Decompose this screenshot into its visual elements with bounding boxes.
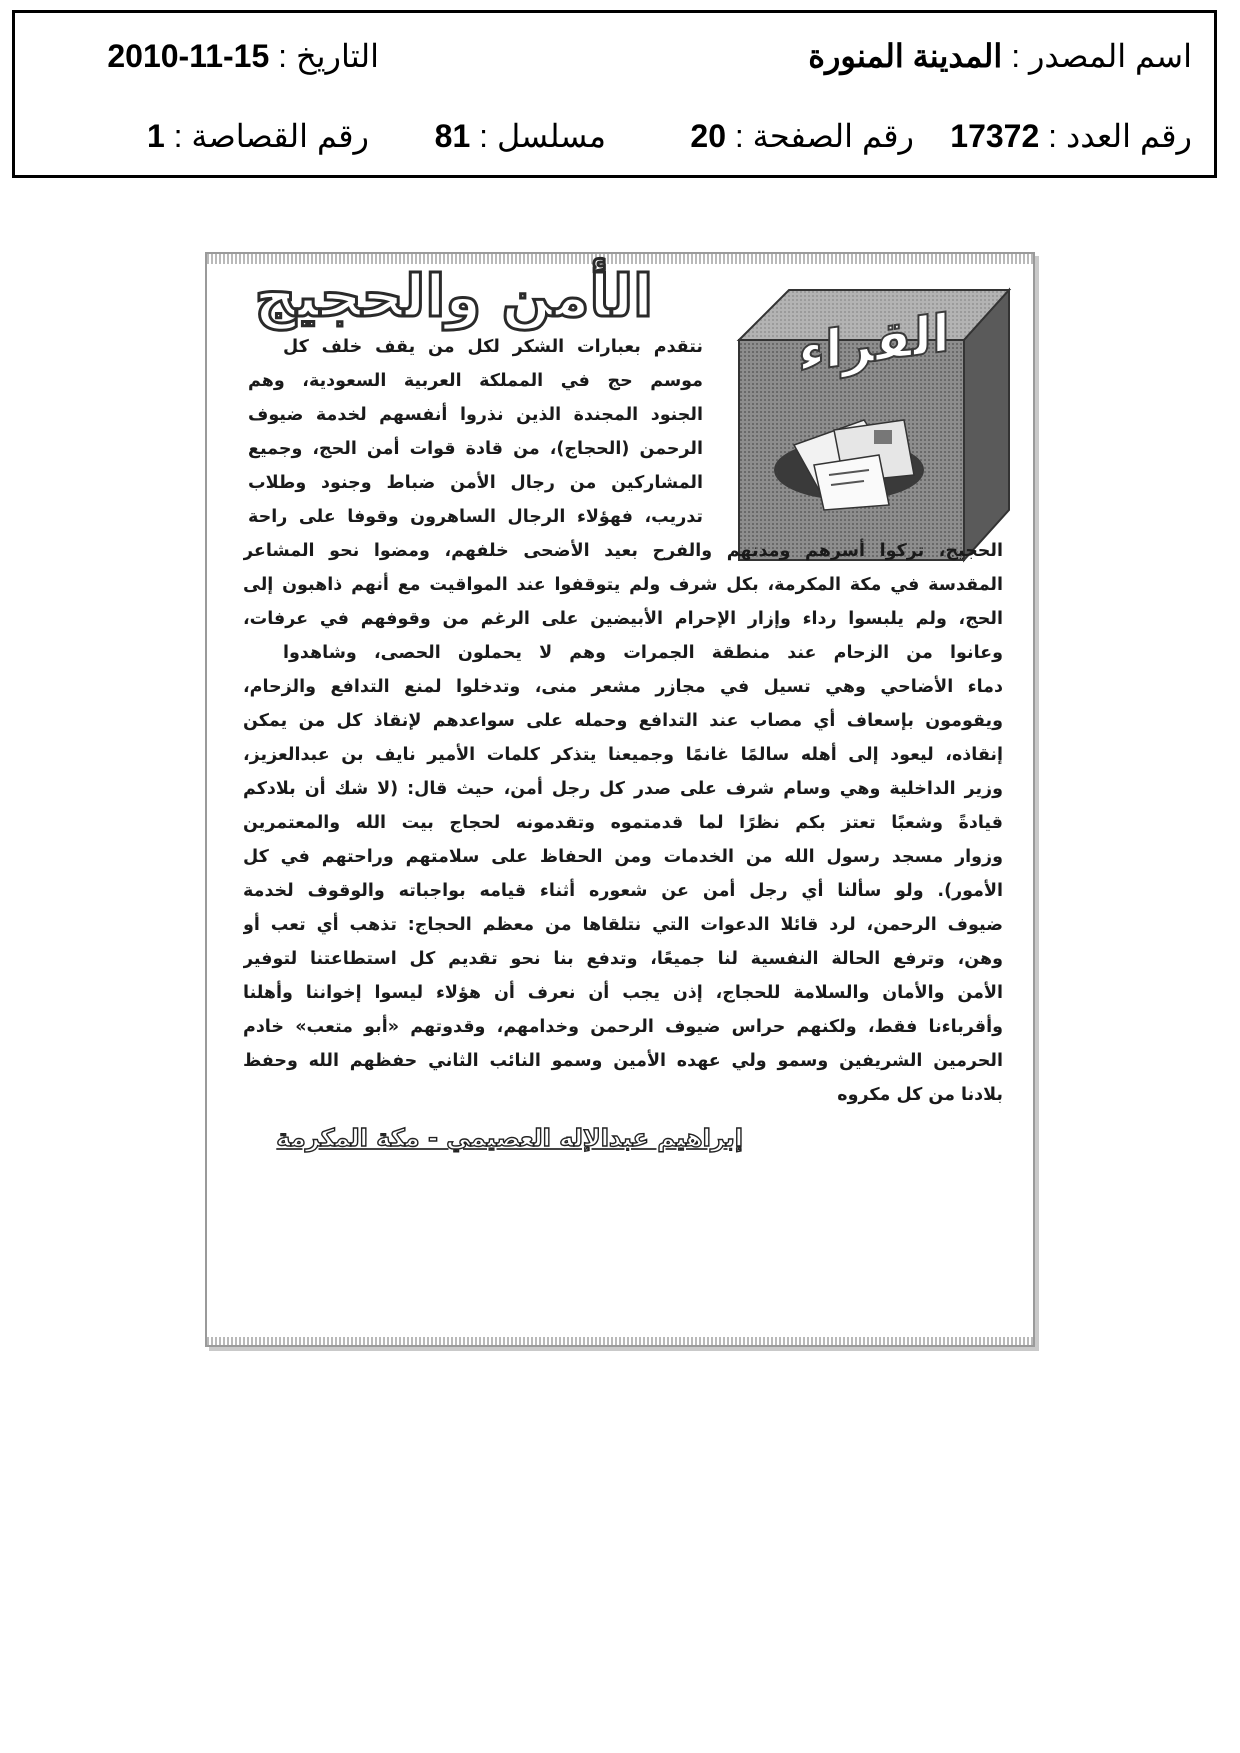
page-field [690,117,914,155]
source-value: المدينة المنورة [808,38,1003,74]
article-line: المقدسة في مكة المكرمة، بكل شرف ولم يتوقفوا عند المواقيت مع أنهم ذاهبون إلى [243,575,1003,595]
readers-section-logo [719,270,1019,570]
article-line: دماء الأضاحي وهي تسيل في مجازر مشعر منى، وتدخلوا لمنع التدافع والزحام، [243,677,1003,697]
article-line: نتقدم بعبارات الشكر لكل من يقف خلف كل [283,337,703,357]
article-line: الحجيج، تركوا أسرهم ومدنهم والفرح بعيد الأضحى خلفهم، ومضوا نحو المشاعر [243,541,1003,561]
article-line: وزوار مسجد رسول الله من الخدمات ومن الحفاظ على سلامتهم وراحتهم في كل [243,847,1003,867]
article-line: الحرمين الشريفين وسمو ولي عهده الأمين وسمو النائب الثاني حفظهم الله وحفظ [243,1051,1003,1071]
source-field [808,37,1192,75]
source-label: اسم المصدر : [1011,38,1192,74]
article-line: وزير الداخلية وهي وسام شرف على صدر كل رجل أمن، حيث قال: (لا شك أن بلادكم [243,779,1003,799]
article-line: المشاركين من رجال الأمن ضباط وجنود وطلاب [248,473,703,493]
article-line: الجنود المجندة الذين نذروا أنفسهم لخدمة ضيوف [248,405,703,425]
article-line: الحج، ولم يلبسوا رداء وإزار الإحرام الأبيضين على الرغم من وقوفهم في عرفات، [243,609,1003,629]
author-signature: إبراهيم عبدالإله العصيمي - مكة المكرمة [276,1124,743,1152]
article-line: الأمور). ولو سألنا أي رجل أمن عن شعوره أثناء قيامه بواجباته والوقوف لخدمة [243,881,1003,901]
article-line: قيادةً وشعبًا تعتز بكم نظرًا لما قدمتموه وتقدمونه لحجاج بيت الله والمعتمرين [243,813,1003,833]
article-line: الرحمن (الحجاج)، من قادة قوات أمن الحج، وجميع [248,439,703,459]
clip-number-label: رقم القصاصة : [173,118,369,154]
issue-label: رقم العدد : [1048,118,1192,154]
article-line: وأقرباءنا فقط، ولكنهم حراس ضيوف الرحمن وخدامهم، وقدوتهم «أبو متعب» خادم [243,1017,1003,1037]
serial-field [435,117,606,155]
date-label: التاريخ : [278,38,379,74]
article-line: ويقومون بإسعاف أي مصاب عند التدافع وحمله على سواعدهم لإنقاذ كل من يمكن [243,711,1003,731]
article-title: الأمن والحجيج [254,262,653,330]
article-line: إنقاذه، ليعود إلى أهله سالمًا غانمًا وجميعنا يتذكر كلمات الأمير نايف بن عبدالعزيز، [243,745,1003,765]
info-row-numbers [15,117,1214,177]
clipping-bottom-edge [207,1337,1033,1345]
serial-label: مسلسل : [479,118,606,154]
article-line: بلادنا من كل مكروه [837,1085,1003,1105]
article-line: الأمن والأمان والسلامة للحجاج، إذن يجب أن نعرف أن هؤلاء ليسوا إخواننا وأهلنا [243,983,1003,1003]
newspaper-clipping [205,252,1035,1347]
readers-section-word: القراء [798,303,950,385]
article-line: موسم حج في المملكة العربية السعودية، وهم [248,371,703,391]
clip-number-value: 1 [146,118,165,154]
date-value: 2010-11-15 [107,38,270,74]
article-line: وهن، وترفع الحالة النفسية لنا جميعًا، وتدفع بنا نحو تقديم كل استطاعتنا لتوفير [243,949,1003,969]
page-label: رقم الصفحة : [734,118,914,154]
issue-value: 17372 [950,118,1040,154]
info-row-source-date [15,37,1214,97]
clipping-info-box [12,10,1217,178]
clip-number-field [147,117,369,155]
article-line: وعانوا من الزحام عند منطقة الجمرات وهم لا يحملون الحصى، وشاهدوا [283,643,1003,663]
date-field [107,37,379,75]
issue-field [950,117,1192,155]
serial-value: 81 [434,118,471,154]
article-line: ضيوف الرحمن، لرد قائلا الدعوات التي نتلقاها من معظم الحجاج: تذهب أي تعب أو [243,915,1003,935]
article-line: تدريب، فهؤلاء الرجال الساهرون وقوفا على راحة [248,507,703,527]
page-value: 20 [690,118,726,154]
